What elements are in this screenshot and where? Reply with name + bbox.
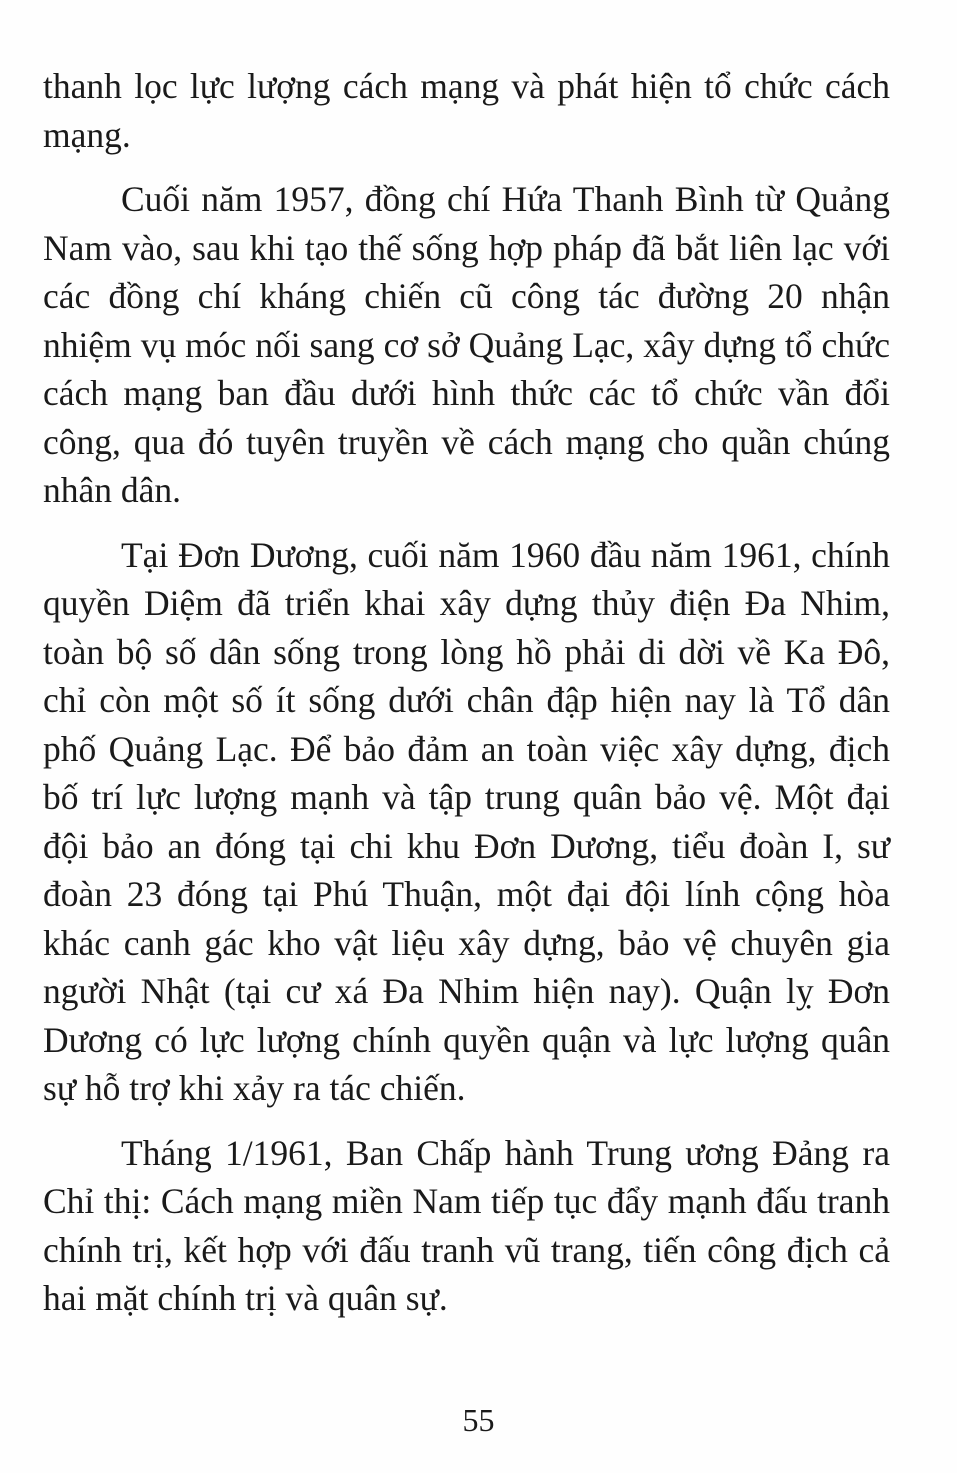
body-text	[43, 62, 890, 1339]
paragraph: Tại Đơn Dương, cuối năm 1960 đầu năm 1961, chính quyền Diệm đã triển khai xây dựng thủy điện Đa Nhim, toàn bộ số dân sống trong lòng hồ phải di dời về Ka Đô, chỉ còn một số ít sống dưới chân đập hiện nay là Tổ dân phố Quảng Lạc. Để bảo đảm an toàn việc xây dựng, địch bố trí lực lượng mạnh và tập trung quân bảo vệ. Một đại đội bảo an đóng tại chi khu Đơn Dương, tiểu đoàn I, sư đoàn 23 đóng tại Phú Thuận, một đại đội lính cộng hòa khác canh gác kho vật liệu xây dựng, bảo vệ chuyên gia người Nhật (tại cư xá Đa Nhim hiện nay). Quận lỵ Đơn Dương có lực lượng chính quyền quận và lực lượng quân sự hỗ trợ khi xảy ra tác chiến.	[43, 534, 890, 1108]
paragraph: Tháng 1/1961, Ban Chấp hành Trung ương Đảng ra Chỉ thị: Cách mạng miền Nam tiếp tục đẩy mạnh đấu tranh chính trị, kết hợp với đấu tranh vũ trang, tiến công địch cả hai mặt chính trị và quân sự.	[43, 1132, 890, 1318]
page-number: 55	[462, 1402, 495, 1438]
paragraph: Cuối năm 1957, đồng chí Hứa Thanh Bình từ Quảng Nam vào, sau khi tạo thế sống hợp pháp đã bắt liên lạc với các đồng chí kháng chiến cũ công tác đường 20 nhận nhiệm vụ móc nối sang cơ sở Quảng Lạc, xây dựng tổ chức cách mạng ban đầu dưới hình thức các tổ chức vần đổi công, qua đó tuyên truyền về cách mạng cho quần chúng nhân dân.	[43, 179, 890, 510]
paragraph-continuation: thanh lọc lực lượng cách mạng và phát hiện tổ chức cách mạng.	[43, 66, 890, 155]
